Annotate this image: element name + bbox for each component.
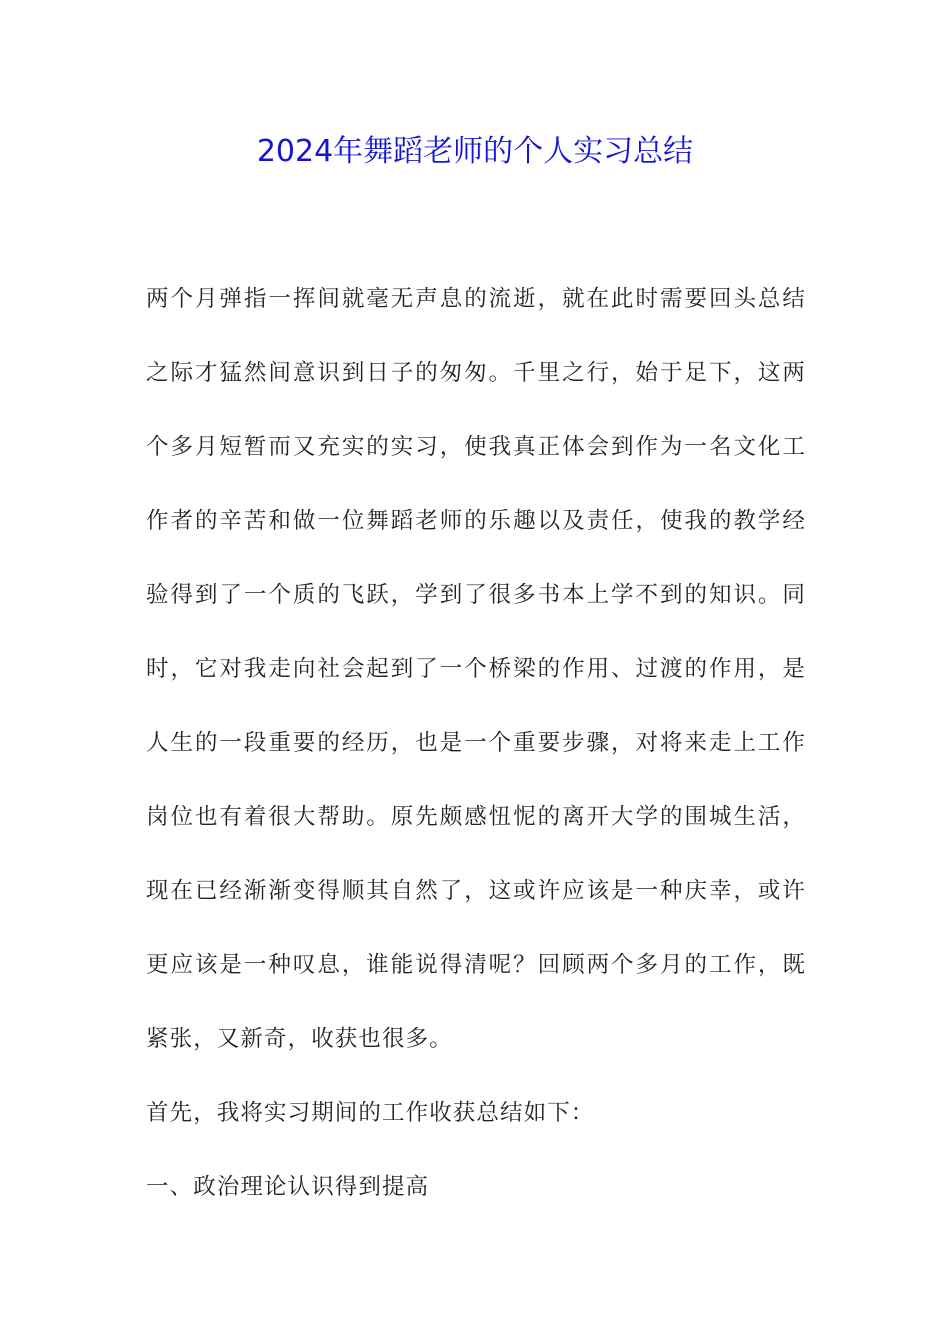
document-body [146,262,806,1224]
document-title: 2024年舞蹈老师的个人实习总结 [256,134,694,169]
paragraph-intro: 两个月弹指一挥间就毫无声息的流逝，就在此时需要回头总结之际才猛然间意识到日子的匆匆。千里之行，始于足下，这两个多月短暂而又充实的实习，使我真正体会到作为一名文化工作者的辛苦和做一位舞蹈老师的乐趣以及责任，使我的教学经验得到了一个质的飞跃，学到了很多书本上学不到的知识。同时，它对我走向社会起到了一个桥梁的作用、过渡的作用，是人生的一段重要的经历，也是一个重要步骤，对将来走上工作岗位也有着很大帮助。原先颇感忸怩的离开大学的围城生活，现在已经渐渐变得顺其自然了，这或许应该是一种庆幸，或许更应该是一种叹息，谁能说得清呢？回顾两个多月的工作，既紧张，又新奇，收获也很多。 [146,286,806,1052]
section-heading-1: 一、政治理论认识得到提高 [146,1174,430,1200]
paragraph-summary-lead: 首先，我将实习期间的工作收获总结如下： [146,1100,595,1126]
